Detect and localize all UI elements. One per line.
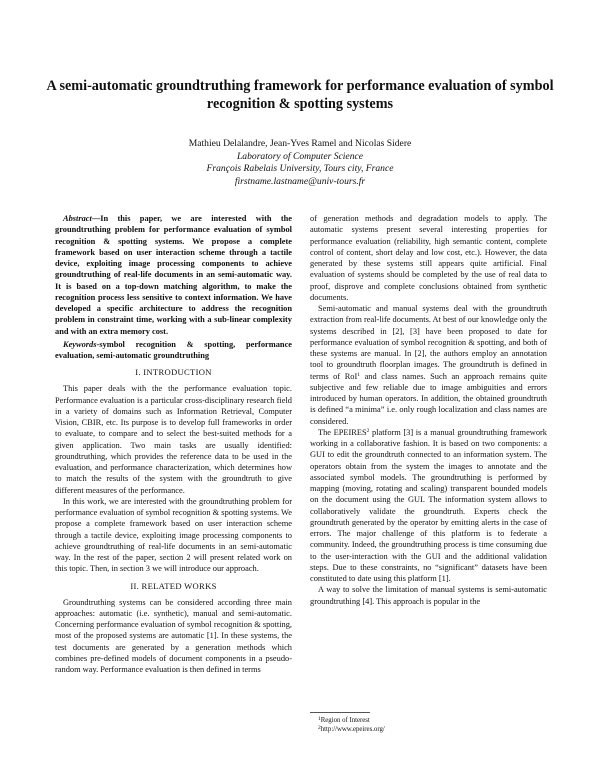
author-university: François Rabelais University, Tours city, France — [206, 163, 394, 175]
footnote-ref: 1 — [357, 371, 361, 378]
paragraph-text: Semi-automatic and manual systems deal with the groundtruth extraction from real-life documents. At best of our knowledge only the systems described in [2], [3] have been proposed to date for performance evaluation of symbol recognition & spotting, and both of these systems are manual. In [2], the authors employ an annotation tool to groundtruth floorplan images. The groundtruth is defined in terms of RoI — [310, 304, 547, 381]
paragraph-text: The EPEIRES — [318, 427, 367, 437]
footnote-text: Region of Interest — [320, 717, 370, 724]
paragraph-text: platform [3] is a manual groundtruthing framework working in a collaborative fashion. It is based on two components: a GUI to edit the groundtruth connected to an information system. The operators obtain from the system the images to annotate and the associated symbol models. The groundtruthing is performed by mapping (moving, rotating and scaling) transparent bounded models on the document using the GUI. The information system allows to collaboratively validate the groundtruth. Experts check the groundtruth generated by the operator by emitting alerts in the case of errors. The major challenge of this platform is to federate a community. Indeed, the groundtruthing process is time consuming due to the user-interaction with the GUI and the additional validation steps. Due to these constraints, no “significant” datasets have been constituted to date using this platform [1]. — [310, 427, 547, 583]
abstract — [55, 213, 292, 337]
abstract-text: —In this paper, we are interested with the groundtruthing problem for performance evaluation of symbol recognition & spotting systems. We propose a complete framework based on user interaction scheme through a tactile device, exploiting image processing components to achieve groundtruthing of real-life documents in an semi-automatic way. It is based on a top-down matching algorithm, to make the recognition process less sensitive to context information. We have developed a specific architecture to address the recognition problem in constraint time, working with a sub-linear complexity and with an extra memory cost. — [55, 214, 292, 336]
abstract-label: Abstract — [63, 214, 92, 223]
section-heading-introduction: I. INTRODUCTION — [135, 367, 212, 378]
author-lab: Laboratory of Computer Science — [236, 150, 364, 162]
keywords — [55, 339, 292, 362]
paragraph: A way to solve the limitation of manual systems is semi-automatic groundtruthing [4]. This approach is popular in the — [310, 585, 547, 606]
footnote-1 — [310, 716, 547, 725]
keywords-text: -symbol recognition & spotting, performance evaluation, semi-automatic groundtruthing — [55, 339, 292, 360]
footnote-link[interactable]: http://www.epeires.org/ — [320, 726, 385, 733]
left-column — [55, 213, 292, 675]
footnote-ref: 2 — [366, 427, 370, 434]
footnote-divider — [310, 712, 370, 713]
section-heading-related-works: II. RELATED WORKS — [130, 580, 217, 591]
author-email[interactable]: firstname.lastname@univ-tours.fr — [234, 175, 366, 187]
paragraph: Groundtruthing systems can be considered according three main approaches: automatic (i.e. synthetic), manual and semi-automatic. Concerning performance evaluation of symbol recognition & spotting, most of the proposed systems are automatic [1]. In these systems, the test documents are generated by a generation methods which combines pre-defined models of document components in a pseudo-random way. Performance evaluation is then defined in terms — [55, 597, 292, 674]
footnote-number: 1 — [318, 716, 321, 722]
paragraph: In this work, we are interested with the groundtruthing problem for performance evaluation of symbol recognition & spotting systems. We propose a complete framework based on user interaction scheme through a tactile device, exploiting image processing components to achieve groundtruthing of real-life documents in an semi-automatic way. In the rest of the paper, section 2 will present related work on this topic. Then, in section 3 we will introduce our approach. — [55, 496, 292, 574]
paragraph — [310, 427, 547, 585]
keywords-label: Keywords — [63, 339, 97, 349]
author-block — [60, 138, 540, 188]
author-names: Mathieu Delalandre, Jean-Yves Ramel and Nicolas Sidere — [188, 138, 412, 149]
footnote-number: 2 — [318, 725, 321, 731]
paragraph: This paper deals with the the performance evaluation topic. Performance evaluation is a particular cross-disciplinary research field in a variety of domains such as Information Retrieval, Computer Vision, CBIR, etc. Its purpose is to develop full frameworks in order to evaluate, to compare and to select the best-suited methods for a given application. Two main tasks are usually identified: groundtruthing, which provides the reference data to be used in the evaluation, and performance characterization, which determines how to match the results of the system with the groundtruth to give different measures of the performance. — [55, 384, 292, 495]
paper-title: A semi-automatic groundtruthing framework for performance evaluation of symbol recognition & spotting systems — [46, 78, 554, 112]
right-column — [310, 213, 547, 607]
paragraph: of generation methods and degradation models to apply. The automatic systems present several interesting properties for performance evaluation (reliability, high semantic content, complete control of content, short delay and low cost, etc.). However, the data generated by these systems still appears quite artificial. Final evaluation of systems should be completed by the use of real data to proof, disprove and complete conclusions obtained from synthetic documents. — [310, 214, 547, 302]
paragraph-text: and class names. Such an approach remains quite subjective and few reliable due to image ambiguities and errors introduced by human operators. In addition, the obtained groundtruth is defined “a minima” i.e. only rough localization and class names are considered. — [310, 371, 547, 426]
paragraph — [310, 303, 547, 427]
footnotes — [310, 712, 547, 734]
footnote-2 — [310, 725, 547, 734]
